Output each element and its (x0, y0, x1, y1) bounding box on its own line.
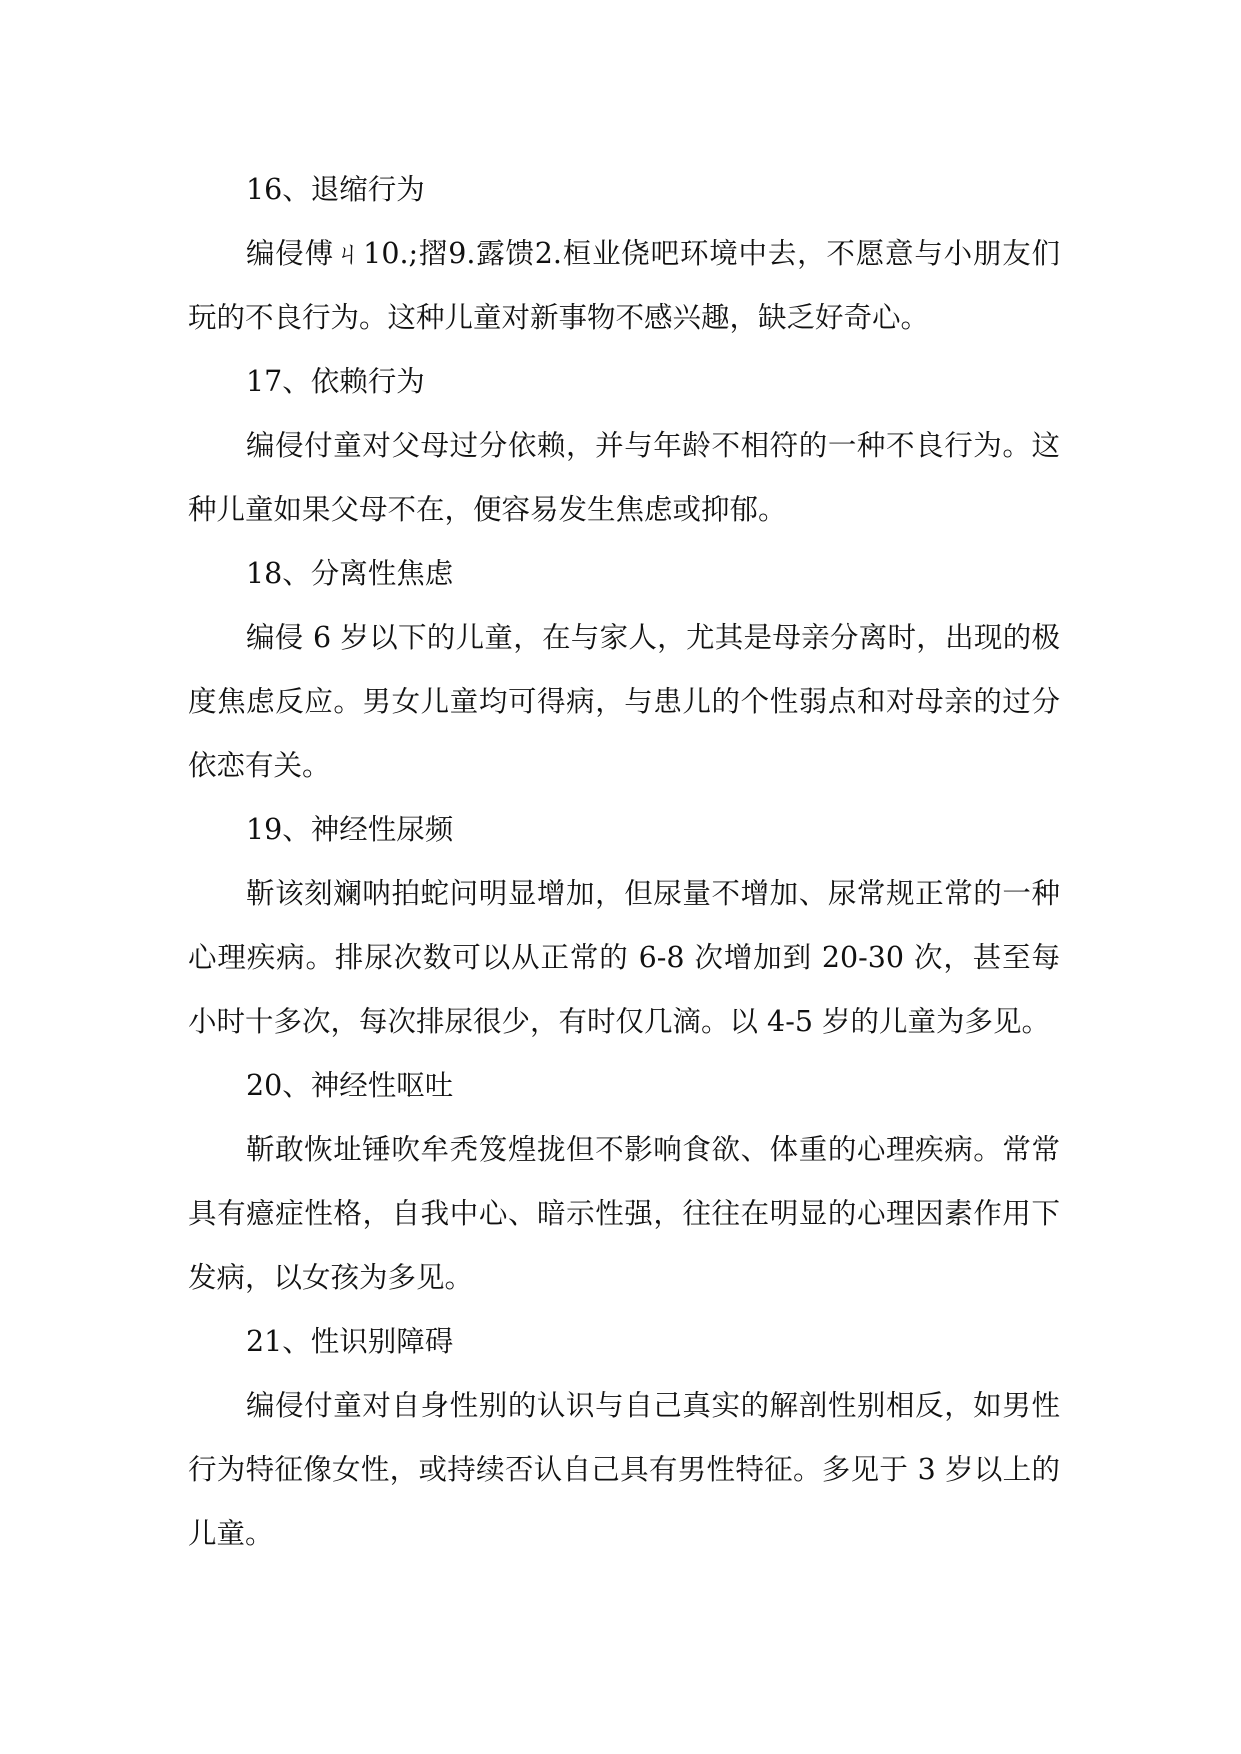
paragraph-20: 靳敢恢址锤吹牟秃笈煌拢但不影响食欲、体重的心理疾病。常常具有癔症性格，自我中心、暗示性强，往往在明显的心理因素作用下发病，以女孩为多见。 (188, 1133, 1060, 1294)
heading-16: 16、退缩行为 (246, 173, 425, 206)
heading-17: 17、依赖行为 (246, 365, 425, 398)
heading-21: 21、性识别障碍 (246, 1325, 454, 1358)
paragraph-21: 编侵付童对自身性别的认识与自己真实的解剖性别相反，如男性行为特征像女性，或持续否认自己具有男性特征。多见于 3 岁以上的儿童。 (188, 1389, 1060, 1550)
paragraph-18: 编侵 6 岁以下的儿童，在与家人，尤其是母亲分离时，出现的极度焦虑反应。男女儿童均可得病，与患儿的个性弱点和对母亲的过分依恋有关。 (188, 621, 1060, 782)
paragraph-17: 编侵付童对父母过分依赖，并与年龄不相符的一种不良行为。这种儿童如果父母不在，便容易发生焦虑或抑郁。 (188, 429, 1060, 526)
paragraph-19: 靳该刻斓呐拍蛇问明显增加，但尿量不增加、尿常规正常的一种心理疾病。排尿次数可以从正常的 6-8 次增加到 20-30 次，甚至每小时十多次，每次排尿很少，有时仅几滴。以 4-5 岁的儿童为多见。 (188, 877, 1060, 1038)
paragraph-16: 编侵傅ㄐ10.;摺9.露馈2.桓业侥吧环境中去，不愿意与小朋友们玩的不良行为。这种儿童对新事物不感兴趣，缺乏好奇心。 (188, 237, 1060, 334)
document-body (188, 158, 1060, 1566)
heading-19: 19、神经性尿频 (246, 813, 454, 846)
heading-20: 20、神经性呕吐 (246, 1069, 454, 1102)
heading-18: 18、分离性焦虑 (246, 557, 454, 590)
